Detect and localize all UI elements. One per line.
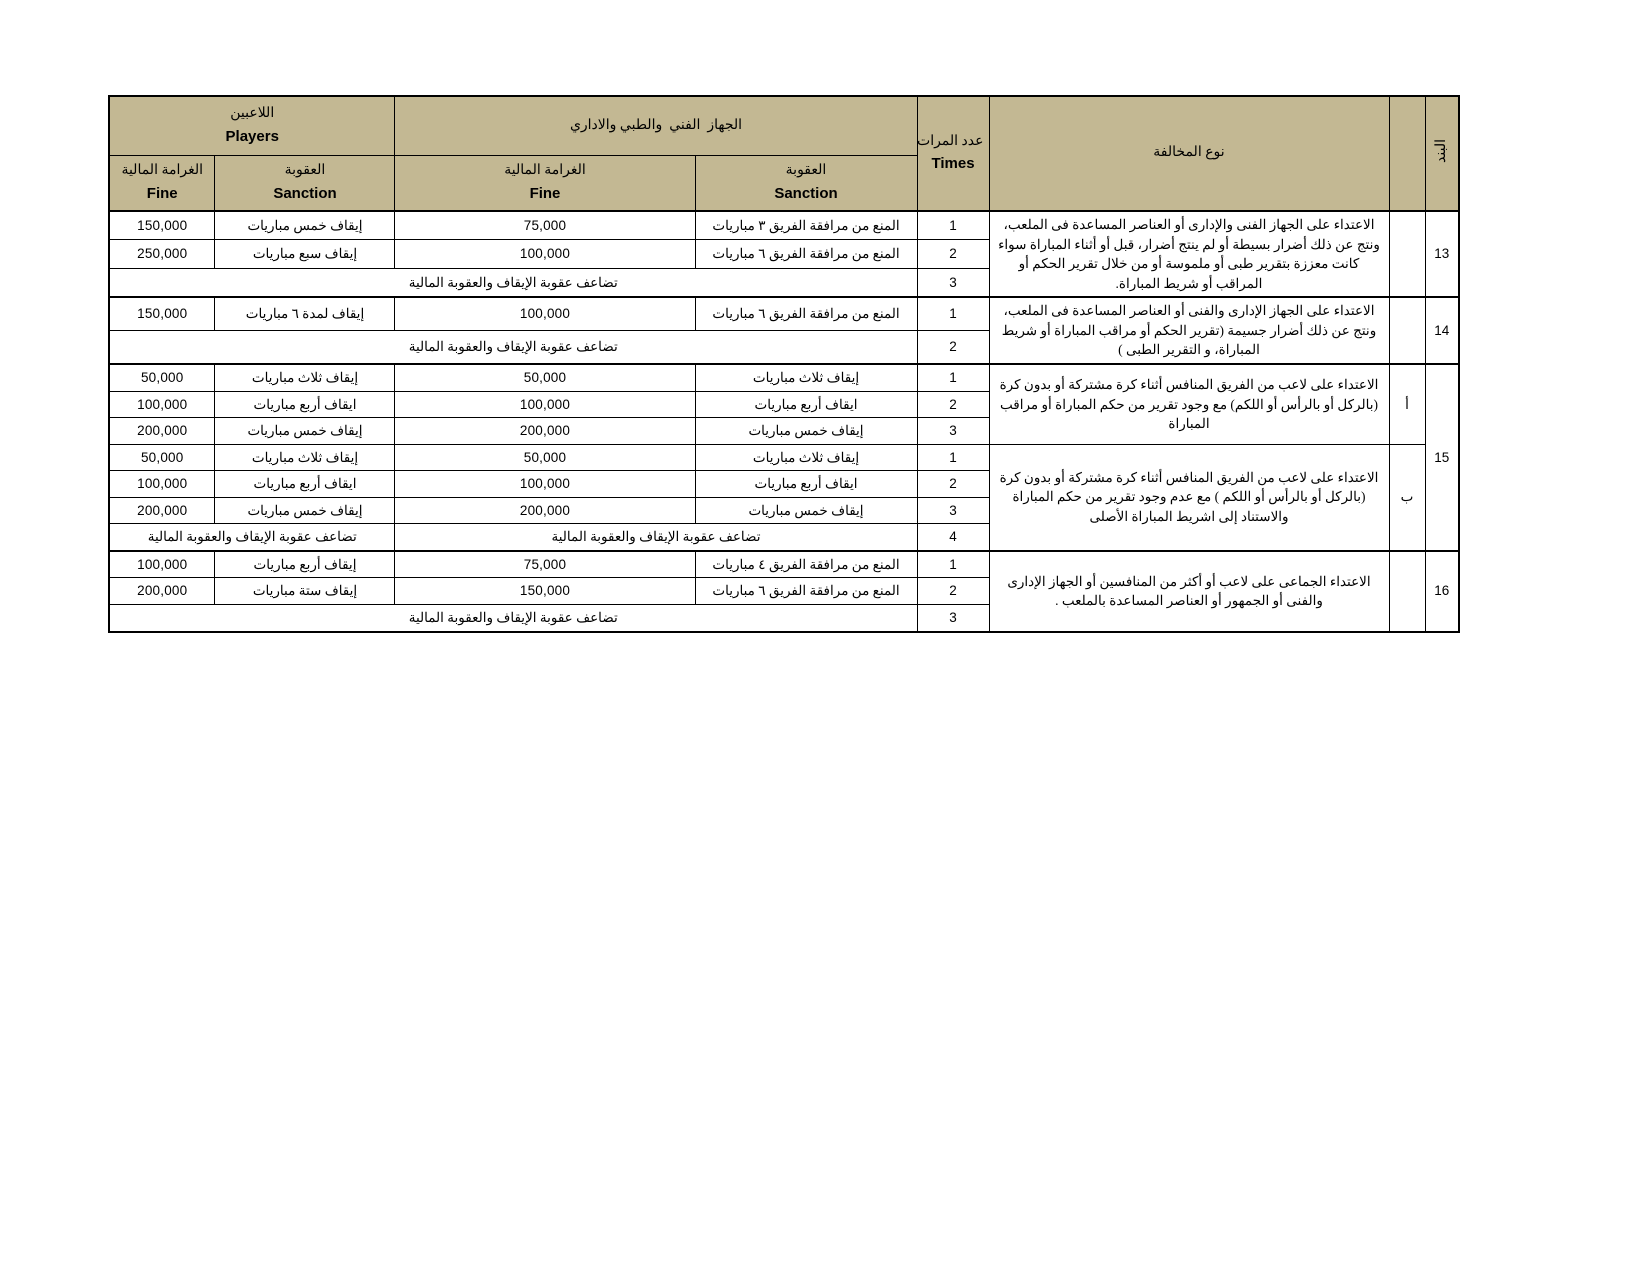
- player-fine: 100,000: [109, 471, 215, 498]
- player-fine: 100,000: [109, 551, 215, 578]
- staff-sanction: المنع من مرافقة الفريق ٦ مباريات: [695, 297, 917, 330]
- header-item: [1425, 96, 1459, 211]
- item-subletter: ب: [1389, 444, 1425, 551]
- staff-sanction: إيقاف خمس مباريات: [695, 497, 917, 524]
- staff-sanction: المنع من مرافقة الفريق ٣ مباريات: [695, 211, 917, 240]
- staff-fine: 75,000: [395, 211, 695, 240]
- times-value: 2: [917, 240, 989, 268]
- header-staff-fine-label-ar: الغرامة المالية: [504, 163, 586, 179]
- table-row: [109, 211, 1459, 240]
- header-players-sanction-label-en: Sanction: [273, 184, 337, 202]
- times-value: 1: [917, 297, 989, 330]
- doubled-penalty-note: تضاعف عقوبة الإيقاف والعقوبة المالية: [109, 331, 917, 364]
- header-times-label-en: Times: [931, 155, 975, 173]
- item-number: 15: [1425, 364, 1459, 551]
- table-row: [109, 444, 1459, 471]
- times-value: 1: [917, 364, 989, 391]
- header-staff-fine: [395, 156, 695, 212]
- player-fine: 250,000: [109, 240, 215, 268]
- header-item-label: البند: [1433, 138, 1449, 163]
- player-fine: 50,000: [109, 364, 215, 391]
- staff-sanction: إيقاف خمس مباريات: [695, 418, 917, 445]
- header-staff-group: [395, 96, 917, 156]
- header-staff-sanction: [695, 156, 917, 212]
- header-violation: [989, 96, 1389, 211]
- header-staff-sanction-label-ar: العقوبة: [785, 163, 827, 179]
- item-number: 13: [1425, 211, 1459, 297]
- player-fine: 50,000: [109, 444, 215, 471]
- staff-fine: 100,000: [395, 471, 695, 498]
- player-sanction: إيقاف لمدة ٦ مباريات: [215, 297, 395, 330]
- header-players-group: [109, 96, 395, 156]
- header-players-sanction-label-ar: العقوبة: [284, 163, 326, 179]
- staff-sanction: المنع من مرافقة الفريق ٦ مباريات: [695, 578, 917, 605]
- staff-fine: 75,000: [395, 551, 695, 578]
- table-header: [109, 96, 1459, 211]
- staff-fine: 150,000: [395, 578, 695, 605]
- staff-sanction: إيقاف ثلاث مباريات: [695, 364, 917, 391]
- header-players-group-label-en: Players: [225, 127, 279, 145]
- header-players-group-label-ar: اللاعبين: [230, 106, 275, 122]
- doubled-penalty-note: تضاعف عقوبة الإيقاف والعقوبة المالية: [109, 268, 917, 297]
- header-players-fine-label-ar: الغرامة المالية: [121, 163, 203, 179]
- player-fine: 150,000: [109, 297, 215, 330]
- violation-text: الاعتداء على الجهاز الفنى والإدارى أو العناصر المساعدة فى الملعب، ونتج عن ذلك أضرار بسيطة أو لم ينتج أضرار، قبل أو أثناء المباراة سواء كانت معززة بتقرير طبى أو ملموسة أو من خلال تقرير الحكم أو المراقب أو شريط المباراة.: [989, 211, 1389, 297]
- item-subletter: [1389, 297, 1425, 364]
- staff-fine: 100,000: [395, 240, 695, 268]
- table-row: [109, 364, 1459, 391]
- staff-sanction: إيقاف ثلاث مباريات: [695, 444, 917, 471]
- header-players-fine: [109, 156, 215, 212]
- player-fine: 200,000: [109, 418, 215, 445]
- doubled-penalty-note-players: تضاعف عقوبة الإيقاف والعقوبة المالية: [109, 524, 395, 551]
- item-subletter: [1389, 211, 1425, 297]
- table-body: [109, 211, 1459, 632]
- violation-text: الاعتداء الجماعى على لاعب أو أكثر من المنافسين أو الجهاز الإدارى والفنى أو الجمهور أو العناصر المساعدة بالملعب .: [989, 551, 1389, 632]
- table-row: [109, 297, 1459, 330]
- staff-sanction: المنع من مرافقة الفريق ٦ مباريات: [695, 240, 917, 268]
- times-value: 1: [917, 211, 989, 240]
- staff-fine: 50,000: [395, 444, 695, 471]
- staff-sanction: المنع من مرافقة الفريق ٤ مباريات: [695, 551, 917, 578]
- player-sanction: إيقاف سبع مباريات: [215, 240, 395, 268]
- player-sanction: إيقاف ثلاث مباريات: [215, 444, 395, 471]
- header-subitem: [1389, 96, 1425, 211]
- staff-sanction: ايقاف أربع مباريات: [695, 391, 917, 418]
- table-row: [109, 551, 1459, 578]
- player-sanction: إيقاف أربع مباريات: [215, 551, 395, 578]
- header-players-fine-label-en: Fine: [146, 184, 178, 202]
- item-number: 16: [1425, 551, 1459, 632]
- player-sanction: إيقاف خمس مباريات: [215, 211, 395, 240]
- times-value: 3: [917, 268, 989, 297]
- staff-sanction: ايقاف أربع مباريات: [695, 471, 917, 498]
- header-times-label-ar: عدد المرات: [917, 133, 984, 149]
- header-staff-sanction-label-en: Sanction: [774, 184, 838, 202]
- player-sanction: إيقاف خمس مباريات: [215, 418, 395, 445]
- header-players-sanction: [215, 156, 395, 212]
- header-staff-fine-label-en: Fine: [529, 184, 561, 202]
- sanctions-table: [108, 95, 1460, 633]
- times-value: 1: [917, 551, 989, 578]
- player-sanction: ايقاف أربع مباريات: [215, 391, 395, 418]
- player-sanction: إيقاف ثلاث مباريات: [215, 364, 395, 391]
- times-value: 1: [917, 444, 989, 471]
- item-number: 14: [1425, 297, 1459, 364]
- item-subletter: أ: [1389, 364, 1425, 444]
- violation-text: الاعتداء على لاعب من الفريق المنافس أثناء كرة مشتركة أو بدون كرة (بالركل أو بالرأس أو اللكم ) مع عدم وجود تقرير من حكم المباراة والاستناد إلى اشريط المباراة الأصلى: [989, 444, 1389, 551]
- staff-fine: 200,000: [395, 497, 695, 524]
- player-fine: 200,000: [109, 497, 215, 524]
- staff-fine: 50,000: [395, 364, 695, 391]
- doubled-penalty-note-staff: تضاعف عقوبة الإيقاف والعقوبة المالية: [395, 524, 917, 551]
- times-value: 3: [917, 418, 989, 445]
- header-staff-group-label: الجهاز الفني والطبي والاداري: [569, 117, 743, 133]
- staff-fine: 200,000: [395, 418, 695, 445]
- player-fine: 100,000: [109, 391, 215, 418]
- times-value: 3: [917, 497, 989, 524]
- times-value: 3: [917, 605, 989, 632]
- doubled-penalty-note: تضاعف عقوبة الإيقاف والعقوبة المالية: [109, 605, 917, 632]
- times-value: 2: [917, 391, 989, 418]
- times-value: 4: [917, 524, 989, 551]
- violation-text: الاعتداء على الجهاز الإدارى والفنى أو العناصر المساعدة فى الملعب، ونتج عن ذلك أضرار جسيمة (تقرير الحكم أو مراقب المباراة أو شريط المباراة، و التقرير الطبى ): [989, 297, 1389, 364]
- header-times: [917, 96, 989, 211]
- times-value: 2: [917, 578, 989, 605]
- player-sanction: إيقاف ستة مباريات: [215, 578, 395, 605]
- violation-text: الاعتداء على لاعب من الفريق المنافس أثناء كرة مشتركة أو بدون كرة (بالركل أو بالرأس أو اللكم) مع وجود تقرير من حكم المباراة أو مراقب المباراة: [989, 364, 1389, 444]
- times-value: 2: [917, 331, 989, 364]
- times-value: 2: [917, 471, 989, 498]
- player-fine: 200,000: [109, 578, 215, 605]
- item-subletter: [1389, 551, 1425, 632]
- header-violation-label: نوع المخالفة: [1153, 145, 1225, 161]
- player-sanction: ايقاف أربع مباريات: [215, 471, 395, 498]
- staff-fine: 100,000: [395, 297, 695, 330]
- staff-fine: 100,000: [395, 391, 695, 418]
- player-sanction: إيقاف خمس مباريات: [215, 497, 395, 524]
- player-fine: 150,000: [109, 211, 215, 240]
